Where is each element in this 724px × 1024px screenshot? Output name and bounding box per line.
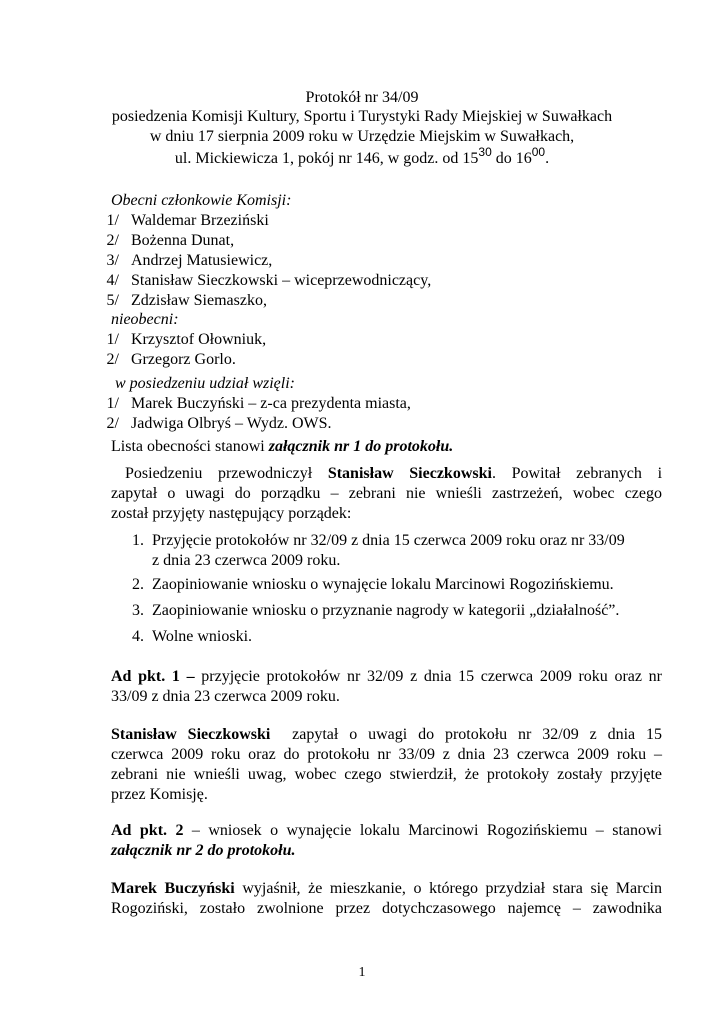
person-name: Zdzisław Siemaszko,: [131, 292, 267, 309]
ad1-text: przyjęcie protokołów nr 32/09 z dnia 15 czerwca 2009 roku oraz nr: [194, 668, 663, 685]
person-name: Marek Buczyński – z-ca prezydenta miasta,: [131, 395, 411, 412]
ad1-label: Ad pkt. 1 –: [111, 668, 195, 685]
agenda-text: Zaopiniowanie wniosku o przyznanie nagrody w kategorii „działalność”.: [152, 602, 620, 619]
person-name: Stanisław Sieczkowski – wiceprzewodniczący,: [131, 272, 432, 289]
list-number: 5/: [106, 292, 119, 309]
person-name: Bożenna Dunat,: [131, 232, 235, 249]
agenda-item: [122, 531, 625, 551]
present-item: [97, 211, 269, 231]
header-time-suffix: .: [545, 150, 550, 167]
attachment-reference: załącznik nr 2 do protokołu.: [111, 842, 296, 859]
ad2-text: – wniosek o wynajęcie lokalu Marcinowi Rogozińskiemu – stanowi: [183, 822, 663, 839]
agenda-item: [122, 601, 619, 621]
person-name: Grzegorz Gorlo.: [131, 351, 236, 368]
document-title: Protokół nr 34/09: [305, 89, 419, 106]
list-number: 1/: [106, 395, 119, 412]
list-number: 2/: [106, 351, 119, 368]
absent-item: [97, 350, 236, 370]
present-item: [97, 231, 234, 251]
ad1-body-line-4: przez Komisję.: [111, 786, 208, 803]
ad1-body-line-2: czerwca 2009 roku oraz do protokołu nr 33/09 z dnia 23 czerwca 2009 roku –: [111, 746, 662, 763]
list-number: 2/: [106, 232, 119, 249]
ad2-body-line-2: Rogoziński, zostało zwolnione przez dotychczasowego najemcę – zawodnika: [111, 900, 662, 917]
ad1-line-1: [111, 667, 662, 687]
chairman-name: Stanisław Sieczkowski: [327, 465, 492, 482]
intro-line-1: [111, 464, 662, 484]
header-time-prefix: ul. Mickiewicza 1, pokój nr 146, w godz. od 15: [174, 150, 479, 167]
ad2-line-2: [111, 841, 295, 861]
start-time-minutes: 30: [478, 145, 492, 159]
agenda-number: 1.: [132, 532, 144, 549]
list-number: 4/: [106, 272, 119, 289]
ad1-body-text: zapytał o uwagi do protokołu nr 32/09 z dnia 15: [270, 726, 663, 743]
present-item: [97, 251, 272, 271]
absent-heading: nieobecni:: [111, 311, 179, 328]
agenda-item: [122, 575, 614, 595]
ad2-label: Ad pkt. 2: [111, 822, 184, 839]
agenda-item-continuation: z dnia 23 czerwca 2009 roku.: [152, 552, 341, 569]
ad1-body-line-3: zebrani nie wnieśli uwag, wobec czego stwierdził, że protokoły zostały przyjęte: [111, 766, 662, 783]
page-number: 1: [358, 965, 366, 980]
attendance-line: [111, 437, 453, 457]
person-name: Andrzej Matusiewicz,: [131, 252, 273, 269]
speaker-name: Marek Buczyński: [111, 880, 235, 897]
present-heading: Obecni członkowie Komisji:: [111, 192, 292, 209]
intro-text-a: Posiedzeniu przewodniczył: [125, 465, 328, 482]
ad2-body-text: wyjaśnił, że mieszkanie, o którego przydział stara się Marcin: [234, 880, 663, 897]
list-number: 1/: [106, 212, 119, 229]
agenda-number: 2.: [132, 576, 144, 593]
guest-item: [97, 414, 332, 434]
person-name: Jadwiga Olbryś – Wydz. OWS.: [131, 415, 332, 432]
agenda-number: 4.: [132, 628, 144, 645]
person-name: Krzysztof Ołowniuk,: [131, 331, 267, 348]
person-name: Waldemar Brzeziński: [131, 212, 269, 229]
agenda-text: Zaopiniowanie wniosku o wynajęcie lokalu Marcinowi Rogozińskiemu.: [152, 576, 614, 593]
header-line-3: w dniu 17 sierpnia 2009 roku w Urzędzie Miejskim w Suwałkach,: [149, 128, 575, 145]
intro-line-2: zapytał o uwagi do porządku – zebrani nie wnieśli zastrzeżeń, wobec czego: [111, 485, 662, 502]
present-item: [97, 291, 267, 311]
ad1-body-line-1: [111, 725, 662, 745]
intro-text-b: . Powitał zebranych i: [491, 465, 663, 482]
present-item: [97, 271, 431, 291]
end-time-minutes: 00: [531, 145, 546, 159]
speaker-name: Stanisław Sieczkowski: [111, 726, 271, 743]
attachment-reference: załącznik nr 1 do protokołu.: [268, 438, 454, 455]
header-time-mid: do 16: [491, 150, 532, 167]
list-number: 2/: [106, 415, 119, 432]
agenda-item: [122, 627, 252, 647]
agenda-text: Wolne wnioski.: [152, 628, 253, 645]
agenda-number: 3.: [132, 602, 144, 619]
agenda-text: Przyjęcie protokołów nr 32/09 z dnia 15 czerwca 2009 roku oraz nr 33/09: [152, 532, 625, 549]
list-number: 3/: [106, 252, 119, 269]
guests-heading: w posiedzeniu udział wzięli:: [115, 375, 295, 392]
ad1-line-2: 33/09 z dnia 23 czerwca 2009 roku.: [111, 688, 340, 705]
ad2-line-1: [111, 821, 662, 841]
attendance-text: Lista obecności stanowi: [111, 438, 269, 455]
ad2-body-line-1: [111, 879, 662, 899]
absent-item: [97, 330, 266, 350]
intro-line-3: został przyjęty następujący porządek:: [111, 505, 352, 522]
header-line-2: posiedzenia Komisji Kultury, Sportu i Turystyki Rady Miejskiej w Suwałkach: [111, 108, 613, 125]
guest-item: [97, 394, 411, 414]
list-number: 1/: [106, 331, 119, 348]
header-line-4: [0, 145, 724, 169]
